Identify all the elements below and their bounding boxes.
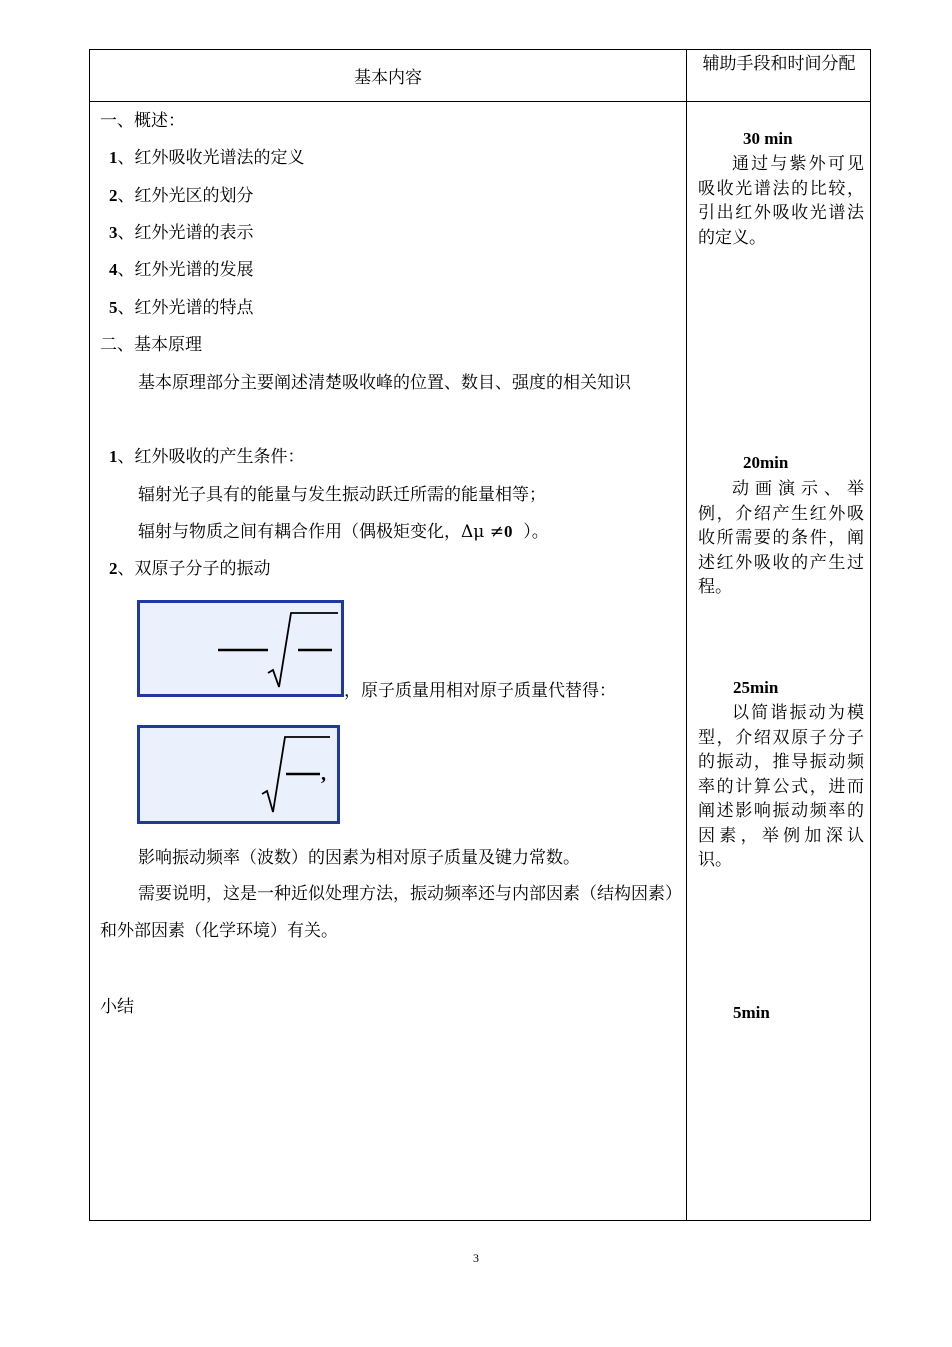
influence-statement: 影响振动频率（波数）的因素为相对原子质量及键力常数。	[138, 848, 580, 868]
zero-value: 0	[503, 522, 513, 541]
list-item	[109, 147, 305, 169]
formula-wavenumber-graphic	[140, 603, 341, 694]
item-number: 4	[109, 260, 118, 279]
header-basic-content: 基本内容	[354, 68, 422, 88]
item-text: 、红外光区的划分	[117, 186, 254, 206]
time-25min: 25min	[733, 678, 779, 697]
condition-coupling	[138, 521, 549, 543]
item-number: 1	[109, 447, 118, 466]
condition-text-end: ）。	[523, 522, 549, 542]
formula-wavenumber	[137, 600, 344, 697]
item-number: 5	[109, 298, 118, 317]
list-item	[109, 259, 254, 281]
section-overview: 一、概述：	[100, 111, 185, 131]
item-text: 、双原子分子的振动	[117, 559, 271, 579]
aid-description-2: 动画演示、举例，介绍产生红外吸收所需要的条件，阐述红外吸收的产生过程。	[698, 479, 864, 597]
item-text: 、红外吸收的产生条件：	[117, 447, 305, 467]
formula-wavenumber-approx-graphic	[140, 728, 337, 821]
principle-intro: 基本原理部分主要阐述清楚吸收峰的位置、数目、强度的相关知识	[138, 373, 631, 393]
formula-wavenumber-approx	[137, 725, 340, 824]
item-text: 、红外吸收光谱法的定义	[117, 148, 305, 168]
item-number: 3	[109, 223, 118, 242]
svg-text:,: ,	[321, 763, 326, 785]
header-divider	[90, 101, 870, 102]
condition-text: 辐射与物质之间有耦合作用（偶极矩变化，Δμ ≠	[138, 522, 504, 542]
item-text: 、红外光谱的发展	[117, 260, 254, 280]
time-20min: 20min	[743, 453, 789, 472]
item-text: 、红外光谱的特点	[117, 298, 254, 318]
item-number: 2	[109, 186, 118, 205]
column-divider	[686, 50, 687, 1220]
formula-explanation: ，原子质量用相对原子质量代替得：	[344, 681, 616, 701]
condition-energy: 辐射光子具有的能量与发生振动跃迁所需的能量相等；	[138, 485, 546, 505]
page-number: 3	[473, 1251, 479, 1265]
list-item	[109, 222, 254, 244]
time-30min: 30 min	[743, 129, 793, 148]
item-text: 、红外光谱的表示	[117, 223, 254, 243]
time-5min: 5min	[733, 1003, 770, 1022]
list-item	[109, 185, 254, 207]
aid-description-1: 通过与紫外可见吸收光谱法的比较，引出红外吸收光谱法的定义。	[698, 154, 864, 248]
list-item	[109, 558, 271, 580]
summary-heading: 小结	[100, 997, 134, 1017]
lesson-table	[89, 49, 871, 1221]
item-number: 1	[109, 148, 118, 167]
aid-description-3: 以简谐振动为模型，介绍双原子分子的振动，推导振动频率的计算公式，进而阐述影响振动频率的因素，举例加深认识。	[698, 703, 864, 870]
item-number: 2	[109, 559, 118, 578]
list-item	[109, 297, 254, 319]
approximation-note: 需要说明，这是一种近似处理方法，振动频率还与内部因素（结构因素）和外部因素（化学环境）有关。	[100, 884, 674, 941]
list-item	[109, 446, 305, 468]
section-principle: 二、基本原理	[100, 335, 202, 355]
header-aids-time: 辅助手段和时间分配	[702, 54, 856, 74]
